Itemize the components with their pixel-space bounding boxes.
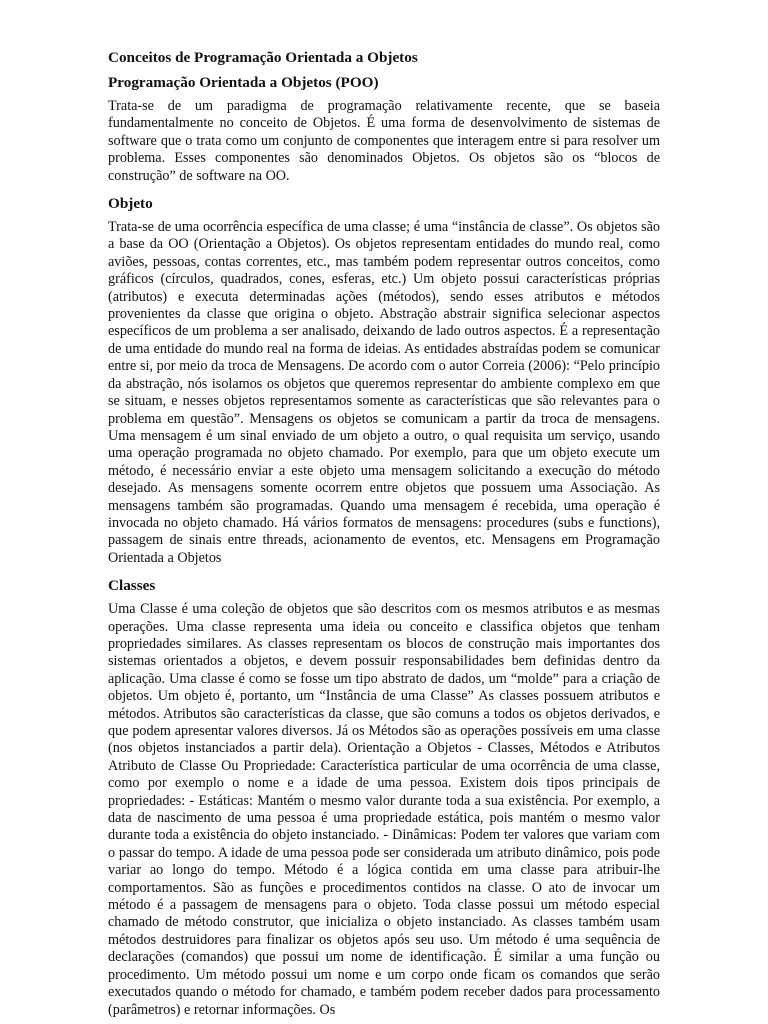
section-heading-poo: Programação Orientada a Objetos (POO) <box>108 74 379 91</box>
document-page <box>108 48 660 1019</box>
section-heading-objeto: Objeto <box>108 195 153 213</box>
section-poo <box>108 73 660 185</box>
section-heading-classes: Classes <box>108 577 156 595</box>
paragraph-classes: Uma Classe é uma coleção de objetos que são descritos com os mesmos atributos e as mesmas operações. Uma classe representa uma ideia ou conceito e classifica objetos que tenham propriedades similares. As classes representam os blocos de construção mais importantes dos sistemas orientados a objetos, e devem possuir responsabilidades bem definidas dentro da aplicação. Uma classe é como se fosse um tipo abstrato de dados, um “molde” para a criação de objetos. Um objeto é, portanto, um “Instância de uma Classe” As classes possuem atributos e métodos. Atributos são características da classe, que são comuns a todos os objetos derivados, e que podem apresentar valores diversos. Já os Métodos são as operações possíveis em uma classe (nos objetos instanciados a partir dela). Orientação a Objetos - Classes, Métodos e Atributos Atributo de Classe Ou Propriedade: Característica particular de uma ocorrência de uma classe, como por exemplo o nome e a idade de uma pessoa. Existem dois tipos principais de propriedades: - Estáticas: Mantém o mesmo valor durante toda a sua existência. Por exemplo, a data de nascimento de uma pessoa é uma propriedade estática, pois mantém o mesmo valor durante toda a existência do objeto instanciado. - Dinâmicas: Podem ter valores que variam com o passar do tempo. A idade de uma pessoa pode ser considerada um atributo dinâmico, pois pode variar ao longo do tempo. Método é a lógica contida em uma classe para atribuir-lhe comportamentos. São as funções e procedimentos contidos na classe. O ato de invocar um método é a passagem de mensagens para o objeto. Toda classe possui um método especial chamado de método construtor, que inicializa o objeto instanciado. As classes também usam métodos destruidores para finalizar os objetos após seu uso. Um método é uma sequência de declarações (comandos) que possui um nome de identificação. É similar a uma função ou procedimento. Um método possui um nome e um corpo onde ficam os comandos que serão executados quando o método for chamado, e também podem receber dados para processamento (parâmetros) e retornar informações. Os <box>108 601 660 1018</box>
section-objeto <box>108 194 660 567</box>
document-title: Conceitos de Programação Orientada a Objetos <box>108 49 418 66</box>
section-classes <box>108 576 660 1019</box>
paragraph-objeto: Trata-se de uma ocorrência específica de uma classe; é uma “instância de classe”. Os objetos são a base da OO (Orientação a Objetos). Os objetos representam entidades do mundo real, como aviões, pessoas, contas correntes, etc., mas também podem representar outros conceitos, como gráficos (círculos, quadrados, cones, esferas, etc.) Um objeto possui características próprias (atributos) e executa determinadas ações (métodos), sendo esses atributos e métodos provenientes da classe que origina o objeto. Abstração abstrair significa selecionar aspectos específicos de um problema a ser analisado, deixando de lado outros aspectos. É a representação de uma entidade do mundo real na forma de ideias. As entidades abstraídas podem se comunicar entre si, por meio da troca de Mensagens. De acordo com o autor Correia (2006): “Pelo princípio da abstração, nós isolamos os objetos que queremos representar do ambiente complexo em que se situam, e nesses objetos representamos somente as características que são relevantes para o problema em questão”. Mensagens os objetos se comunicam a partir da troca de mensagens. Uma mensagem é um sinal enviado de um objeto a outro, o qual requisita um serviço, usando uma operação programada no objeto chamado. Por exemplo, para que um objeto execute um método, é necessário enviar a este objeto uma mensagem solicitando a execução do método desejado. As mensagens somente ocorrem entre objetos que possuem uma Associação. As mensagens também são programadas. Quando uma mensagem é recebida, uma operação é invocada no objeto chamado. Há vários formatos de mensagens: procedures (subs e functions), passagem de sinais entre threads, acionamento de eventos, etc. Mensagens em Programação Orientada a Objetos <box>108 219 660 566</box>
paragraph-poo: Trata-se de um paradigma de programação relativamente recente, que se baseia fundamentalmente no conceito de Objetos. É uma forma de desenvolvimento de sistemas de software que o trata como um conjunto de componentes que interagem entre si para resolver um problema. Esses componentes são denominados Objetos. Os objetos são os “blocos de construção” de software na OO. <box>108 98 660 184</box>
